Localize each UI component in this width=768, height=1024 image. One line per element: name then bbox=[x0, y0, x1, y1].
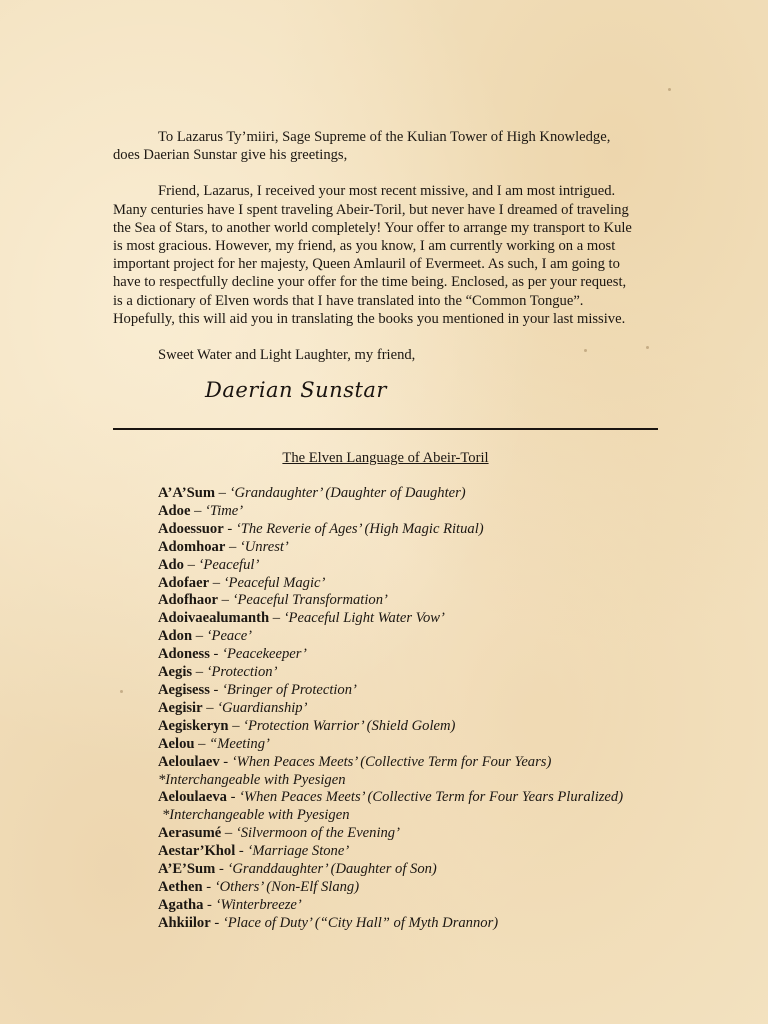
entry-word: Aegisess bbox=[158, 681, 210, 698]
dictionary-entry bbox=[158, 843, 658, 861]
entry-sep: - bbox=[203, 896, 216, 913]
entry-sep: – bbox=[202, 699, 218, 716]
dictionary-entry bbox=[158, 521, 658, 539]
dictionary-title: The Elven Language of Abeir-Toril bbox=[282, 450, 489, 466]
entry-definition: ‘When Peaces Meets’ (Collective Term for Four Years Pluralized) bbox=[239, 789, 624, 806]
letter-body-line: is most gracious. However, my friend, as you know, I am currently working on a most bbox=[113, 238, 616, 255]
entry-sep: - bbox=[215, 861, 228, 878]
entry-word: Aelou bbox=[158, 735, 195, 752]
entry-word: Adon bbox=[158, 628, 193, 645]
entry-word: Agatha bbox=[158, 896, 204, 913]
letter-body-line: important project for her majesty, Queen Amlauril of Evermeet. As such, I am going to bbox=[113, 256, 620, 273]
entry-sep: – bbox=[190, 502, 206, 519]
entry-definition: ‘Peacekeeper’ bbox=[222, 646, 307, 663]
letter-body-line: have to respectfully decline your offer for the time being. Enclosed, as per your request, bbox=[113, 274, 627, 291]
entry-sep: – bbox=[209, 574, 224, 591]
entry-definition: ‘Bringer of Protection’ bbox=[222, 681, 357, 698]
dictionary-entry bbox=[158, 646, 658, 664]
dictionary-entry-note bbox=[158, 807, 658, 825]
dictionary-entry bbox=[158, 915, 658, 933]
dictionary-entry bbox=[158, 592, 658, 610]
entry-definition: ‘Protection Warrior’ (Shield Golem) bbox=[243, 717, 456, 734]
letter-body bbox=[113, 182, 658, 328]
entry-sep: - bbox=[209, 646, 223, 663]
entry-definition: ‘Grandaughter’ (Daughter of Daughter) bbox=[229, 485, 466, 501]
entry-word: Adoessuor bbox=[158, 520, 224, 537]
entry-definition: ‘When Peaces Meets’ (Collective Term for Four Years) bbox=[231, 753, 552, 770]
dictionary-entry bbox=[158, 539, 658, 557]
letter-closing: Sweet Water and Light Laughter, my friend, bbox=[158, 347, 416, 364]
entry-sep: - bbox=[226, 789, 240, 806]
dictionary-entry-note bbox=[158, 772, 658, 790]
entry-word: A’A’Sum bbox=[158, 485, 216, 501]
entry-sep: – bbox=[215, 485, 230, 501]
entry-definition: ‘Marriage Stone’ bbox=[247, 843, 350, 860]
letter-body-line: is a dictionary of Elven words that I have translated into the “Common Tongue”. bbox=[113, 292, 584, 309]
entry-word: Adoe bbox=[158, 502, 191, 519]
entry-word: Adofaer bbox=[158, 574, 210, 591]
letter bbox=[113, 128, 658, 364]
entry-word: Aegisir bbox=[158, 699, 203, 716]
dictionary-entry bbox=[158, 754, 658, 772]
paper-fleck bbox=[120, 690, 123, 693]
dictionary-entry bbox=[158, 897, 658, 915]
entry-word: Adofhaor bbox=[158, 592, 218, 609]
entry-word: Adoivaealumanth bbox=[158, 610, 270, 627]
letter-body-line: Many centuries have I spent traveling Abeir-Toril, but never have I dreamed of traveling bbox=[113, 201, 629, 218]
entry-sep: - bbox=[219, 753, 232, 770]
entry-word: Aerasumé bbox=[158, 825, 222, 842]
entry-definition: “Meeting’ bbox=[209, 735, 270, 752]
entry-note: *Interchangeable with Pyesigen bbox=[158, 771, 346, 788]
entry-word: Aeloulaeva bbox=[158, 789, 227, 806]
entry-definition: ‘Protection’ bbox=[206, 664, 278, 681]
entry-sep: – bbox=[194, 735, 210, 752]
dictionary-entry bbox=[158, 682, 658, 700]
dictionary-entry bbox=[158, 700, 658, 718]
dictionary-entries bbox=[158, 485, 658, 933]
paper-fleck bbox=[668, 88, 671, 91]
entry-definition: ‘Place of Duty’ (“City Hall” of Myth Drannor) bbox=[222, 914, 499, 931]
letter-salutation: To Lazarus Ty’miiri, Sage Supreme of the Kulian Tower of High Knowledge, bbox=[158, 129, 611, 145]
entry-definition: ‘Silvermoon of the Evening’ bbox=[235, 825, 400, 842]
letter-salutation-cont: does Daerian Sunstar give his greetings, bbox=[113, 147, 348, 164]
dictionary-entry bbox=[158, 664, 658, 682]
entry-word: Aethen bbox=[158, 878, 203, 895]
entry-definition: ‘Granddaughter’ (Daughter of Son) bbox=[227, 861, 437, 878]
dictionary-entry bbox=[158, 879, 658, 897]
entry-definition: ‘Winterbreeze’ bbox=[215, 896, 302, 913]
dictionary-entry bbox=[158, 789, 658, 807]
entry-sep: – bbox=[221, 825, 236, 842]
dictionary-entry bbox=[158, 610, 658, 628]
dictionary-entry bbox=[158, 861, 658, 879]
entry-sep: – bbox=[269, 610, 284, 627]
dictionary-entry bbox=[158, 485, 658, 503]
entry-word: Aeloulaev bbox=[158, 753, 220, 770]
signature: Daerian Sunstar bbox=[205, 378, 387, 402]
entry-word: Ahkiilor bbox=[158, 914, 211, 931]
entry-definition: ‘Peaceful Transformation’ bbox=[232, 592, 388, 609]
entry-sep: – bbox=[183, 556, 199, 573]
entry-word: Adoness bbox=[158, 646, 210, 663]
entry-word: Aestar’Khol bbox=[158, 843, 236, 860]
dictionary-entry bbox=[158, 736, 658, 754]
dictionary-entry bbox=[158, 557, 658, 575]
divider-rule bbox=[113, 428, 658, 430]
entry-word: Ado bbox=[158, 556, 184, 573]
entry-sep: - bbox=[210, 914, 223, 931]
entry-sep: – bbox=[225, 538, 240, 555]
entry-word: Aegis bbox=[158, 664, 193, 681]
entry-sep: - bbox=[223, 520, 236, 537]
entry-definition: ‘Peaceful Light Water Vow’ bbox=[283, 610, 445, 627]
entry-sep: - bbox=[202, 878, 215, 895]
dictionary-entry bbox=[158, 718, 658, 736]
entry-definition: ‘Peace’ bbox=[206, 628, 253, 645]
entry-definition: ‘Unrest’ bbox=[239, 538, 289, 555]
entry-sep: – bbox=[228, 717, 244, 734]
entry-word: Adomhoar bbox=[158, 538, 226, 555]
dictionary-entry bbox=[158, 825, 658, 843]
entry-definition: ‘Peaceful’ bbox=[198, 556, 260, 573]
dictionary-entry bbox=[158, 503, 658, 521]
letter-body-line: Hopefully, this will aid you in translating the books you mentioned in your last missive. bbox=[113, 310, 626, 327]
entry-sep: – bbox=[218, 592, 233, 609]
letter-body-line: the Sea of Stars, to another world completely! Your offer to arrange my transport to Kule bbox=[113, 219, 632, 236]
dictionary-entry bbox=[158, 575, 658, 593]
entry-definition: ‘The Reverie of Ages’ (High Magic Ritual) bbox=[235, 520, 484, 537]
dictionary-entry bbox=[158, 628, 658, 646]
entry-sep: - bbox=[209, 681, 223, 698]
entry-sep: - bbox=[235, 843, 248, 860]
entry-word: A’E’Sum bbox=[158, 861, 216, 878]
entry-definition: ‘Time’ bbox=[205, 502, 244, 519]
entry-note: *Interchangeable with Pyesigen bbox=[162, 807, 350, 824]
entry-definition: ‘Others’ (Non-Elf Slang) bbox=[214, 878, 360, 895]
entry-sep: – bbox=[192, 628, 207, 645]
entry-word: Aegiskeryn bbox=[158, 717, 229, 734]
entry-definition: ‘Guardianship’ bbox=[217, 699, 308, 716]
letter-body-line: Friend, Lazarus, I received your most recent missive, and I am most intrigued. bbox=[158, 183, 616, 200]
entry-definition: ‘Peaceful Magic’ bbox=[223, 574, 326, 591]
entry-sep: – bbox=[192, 664, 207, 681]
